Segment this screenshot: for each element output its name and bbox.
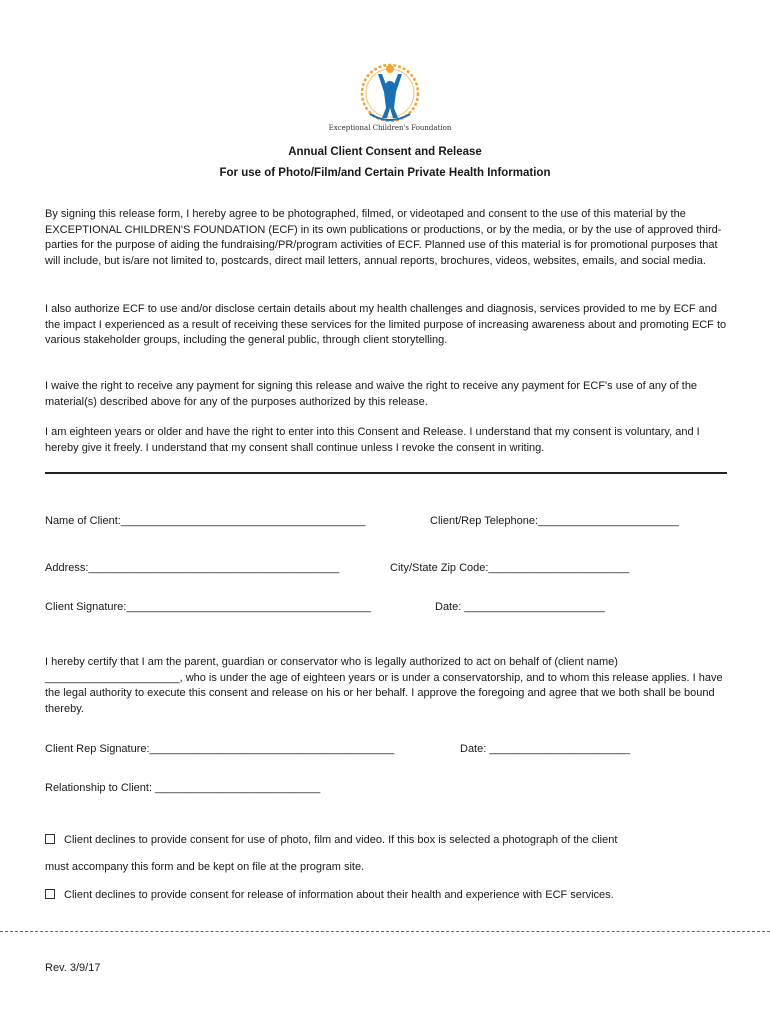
- consent-paragraph-4: I am eighteen years or older and have the right to enter into this Consent and Release. I understand that my consent is voluntary, and I hereby give it freely. I understand that my consent shall continue unless I revoke the consent in writing.: [45, 426, 700, 454]
- consent-paragraph-3: I waive the right to receive any payment for signing this release and waive the right to receive any payment for ECF's use of any of the material(s) described above for any of the purposes authorized by this release.: [45, 380, 698, 408]
- name-of-client-field[interactable]: Name of Client:________________________________________: [45, 515, 366, 527]
- section-divider: [45, 472, 727, 474]
- decline-health-option[interactable]: [45, 889, 614, 901]
- form-title: Annual Client Consent and Release: [288, 146, 482, 158]
- decline-photo-label: Client declines to provide consent for use of photo, film and video. If this box is selected a photograph of the client: [64, 834, 618, 846]
- date-field[interactable]: Date: _______________________: [435, 601, 606, 613]
- client-rep-signature-field[interactable]: Client Rep Signature:________________________________________: [45, 743, 395, 755]
- form-subtitle: For use of Photo/Film/and Certain Private Health Information: [219, 167, 551, 179]
- client-signature-field[interactable]: Client Signature:________________________________________: [45, 601, 372, 613]
- revision-label: Rev. 3/9/17: [45, 962, 101, 974]
- decline-photo-note: must accompany this form and be kept on file at the program site.: [45, 861, 365, 873]
- decline-health-checkbox[interactable]: [45, 889, 55, 899]
- decline-photo-option[interactable]: [45, 834, 617, 846]
- city-state-zip-field[interactable]: City/State Zip Code:_______________________: [390, 562, 630, 574]
- consent-paragraph-1: By signing this release form, I hereby agree to be photographed, filmed, or videotaped and consent to the use of this material by the EXCEPTIONAL CHILDREN'S FOUNDATION (ECF) in its own publications or productions, or by the media, or by the use of approved third-parties for the purpose of aiding the fundraising/PR/program activities of ECF. Planned use of this material is for promotional purposes that will include, but is/are not limited to, postcards, direct mail letters, annual reports, brochures, videos, websites, emails, and social media.: [45, 208, 722, 267]
- logo-caption: Exceptional Children's Foundation: [328, 124, 452, 132]
- page-break-line: [0, 931, 770, 932]
- address-field[interactable]: Address:_________________________________________: [45, 562, 340, 574]
- telephone-field[interactable]: Client/Rep Telephone:_______________________: [430, 515, 679, 527]
- decline-photo-checkbox[interactable]: [45, 834, 55, 844]
- guardian-certification: I hereby certify that I am the parent, guardian or conservator who is legally authorized to act on behalf of (client name) ______________________, who is under the age of eighteen years or is under a conservatorship, and to whom this release applies. I have the legal authority to execute this consent and release on his or her behalf. I approve the foregoing and agree that we both shall be bound thereby.: [45, 656, 723, 715]
- rep-date-field[interactable]: Date: _______________________: [460, 743, 631, 755]
- decline-health-label: Client declines to provide consent for release of information about their health and experience with ECF services.: [64, 889, 614, 901]
- relationship-field[interactable]: Relationship to Client: ___________________________: [45, 782, 321, 794]
- consent-paragraph-2: I also authorize ECF to use and/or disclose certain details about my health challenges and diagnosis, services provided to me by ECF and the impact I experienced as a result of receiving these services for the limited purpose of increasing awareness about and promoting ECF to various stakeholder groups, including the general public, through client storytelling.: [45, 303, 727, 346]
